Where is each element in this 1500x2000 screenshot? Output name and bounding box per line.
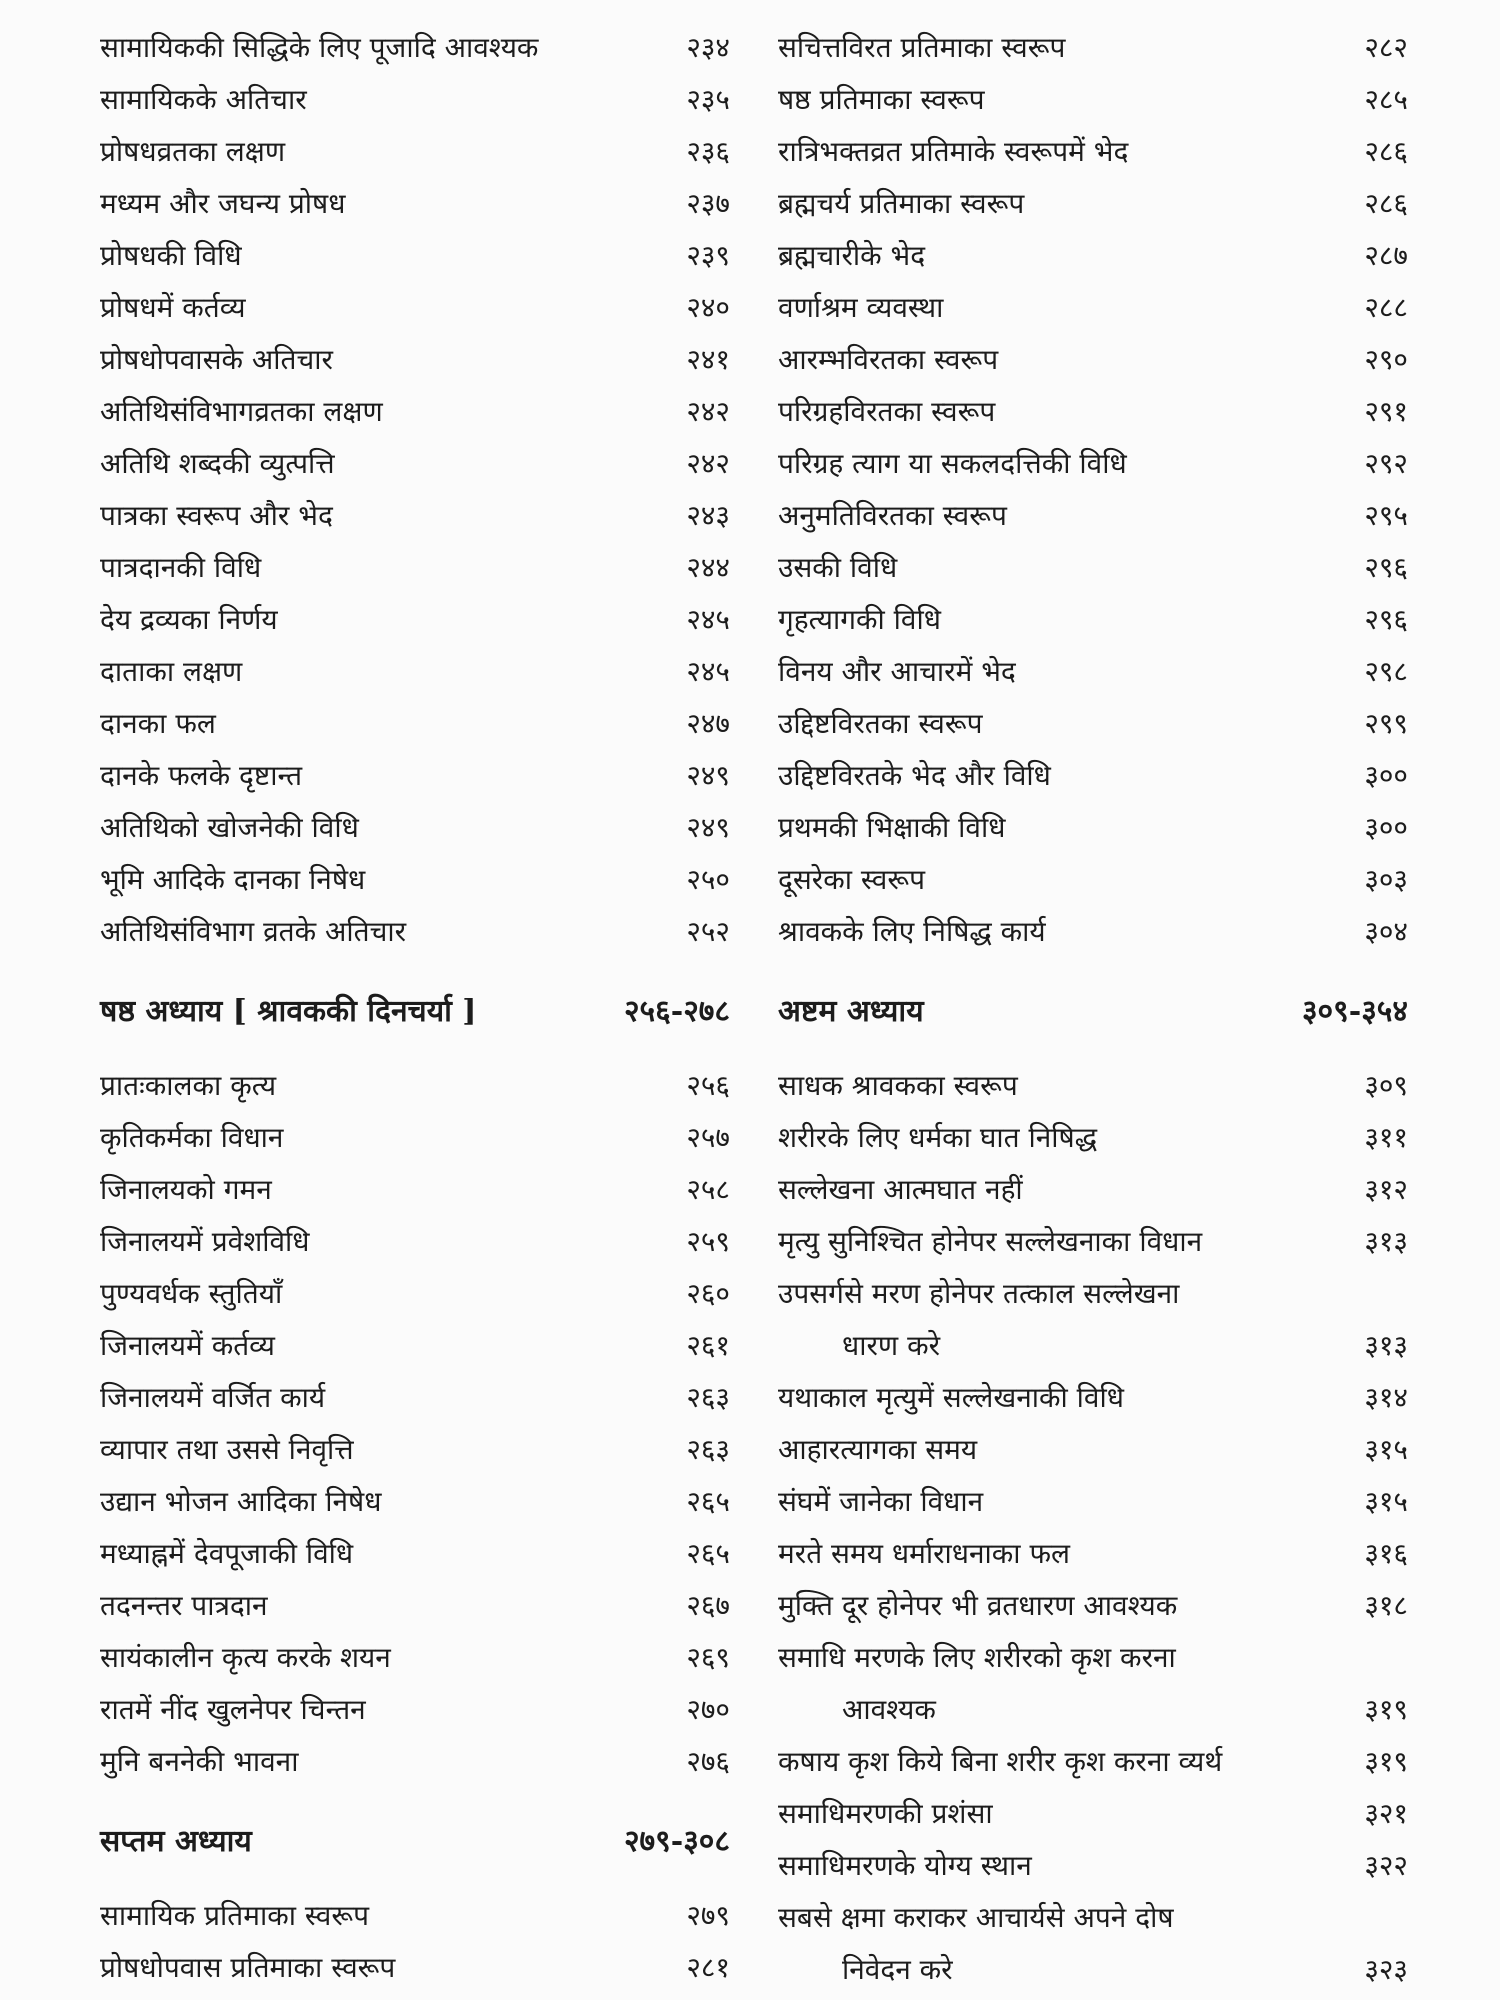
entry-page-number: २४१	[686, 343, 730, 376]
entry-page-number: २८१	[686, 1951, 730, 1984]
entry-title-text: श्रावकके लिए निषिद्ध कार्य	[778, 915, 1046, 948]
toc-entry	[100, 1372, 730, 1424]
toc-entry	[100, 1216, 730, 1268]
toc-entry	[100, 906, 730, 958]
entry-page-number: २३९	[686, 239, 730, 272]
entry-title	[778, 646, 1016, 698]
entry-title	[778, 1112, 1097, 1164]
entry-title	[778, 178, 1024, 230]
entry-title	[100, 646, 242, 698]
left-entries-2	[100, 1060, 730, 1788]
toc-entry	[100, 386, 730, 438]
entry-title-text: समाधिमरणके योग्य स्थान	[778, 1849, 1032, 1882]
entry-title-text: प्रथमकी भिक्षाकी विधि	[778, 811, 1006, 844]
entry-title-text: पात्रका स्वरूप और भेद	[100, 499, 333, 532]
toc-entry	[100, 1320, 730, 1372]
left-entries-3	[100, 1890, 730, 1994]
entry-title	[100, 906, 406, 958]
entry-title	[100, 1942, 395, 1994]
entry-title-text: पुण्यवर्धक स्तुतियाँ	[100, 1277, 283, 1310]
entry-title	[100, 1320, 275, 1372]
toc-entry	[778, 1736, 1408, 1788]
entry-title-text: अतिथिसंविभागव्रतका लक्षण	[100, 395, 383, 428]
entry-page-number: ३२३	[1364, 1953, 1408, 1986]
entry-page-number: २९५	[1364, 499, 1408, 532]
toc-entry	[100, 334, 730, 386]
chapter-8-heading	[778, 986, 1408, 1038]
entry-title	[778, 1060, 1018, 1112]
entry-page-number: २९१	[1364, 395, 1408, 428]
entry-title-text: प्रोषधव्रतका लक्षण	[100, 135, 286, 168]
entry-title-text: व्यापार तथा उससे निवृत्ति	[100, 1433, 354, 1466]
toc-entry	[100, 1060, 730, 1112]
entry-title	[100, 1476, 381, 1528]
entry-title	[778, 1788, 993, 1840]
entry-title-text: सामायिककी सिद्धिके लिए पूजादि आवश्यक	[100, 31, 539, 64]
entry-title-text: दानके फलके दृष्टान्त	[100, 759, 303, 792]
entry-page-number: २८७	[1364, 239, 1408, 272]
entry-page-number: ३१४	[1364, 1381, 1408, 1414]
entry-title	[778, 1164, 1023, 1216]
entry-title-text: जिनालयमें कर्तव्य	[100, 1329, 275, 1362]
entry-page-number: २५६	[686, 1069, 730, 1102]
toc-entry	[778, 1580, 1408, 1632]
entry-title-text: सायंकालीन कृत्य करके शयन	[100, 1641, 391, 1674]
entry-page-number: ३१२	[1364, 1173, 1408, 1206]
right-entries-1	[778, 22, 1408, 958]
entry-title-text: अनुमतिविरतका स्वरूप	[778, 499, 1007, 532]
entry-title-text: उद्यान भोजन आदिका निषेध	[100, 1485, 382, 1518]
toc-entry	[100, 1632, 730, 1684]
entry-title-text: प्रोषधोपवासके अतिचार	[100, 343, 333, 376]
entry-title	[778, 1840, 1032, 1892]
entry-title	[100, 386, 383, 438]
entry-page-number: ३०९	[1364, 1069, 1408, 1102]
entry-title-text: वर्णाश्रम व्यवस्था	[778, 291, 944, 324]
entry-page-number: २३७	[686, 187, 730, 220]
entry-title	[778, 334, 998, 386]
toc-entry	[100, 594, 730, 646]
entry-title-continuation: धारण करे	[842, 1329, 941, 1362]
toc-entry	[778, 1840, 1408, 1892]
toc-entry	[778, 1372, 1408, 1424]
entry-title	[778, 386, 995, 438]
toc-entry	[778, 178, 1408, 230]
entry-title-text: साधक श्रावकका स्वरूप	[778, 1069, 1018, 1102]
entry-title-text: मध्यम और जघन्य प्रोषध	[100, 187, 346, 220]
entry-page-number: २३६	[686, 135, 730, 168]
entry-page-number: २७६	[686, 1745, 730, 1778]
entry-title-text: मध्याह्नमें देवपूजाकी विधि	[100, 1537, 354, 1570]
entry-page-number: २४०	[686, 291, 730, 324]
entry-title-text: जिनालयमें वर्जित कार्य	[100, 1381, 326, 1414]
entry-page-number: ३१५	[1364, 1485, 1408, 1518]
entry-title-text: तदनन्तर पात्रदान	[100, 1589, 268, 1622]
entry-title-text: आरम्भविरतका स्वरूप	[778, 343, 999, 376]
entry-page-number: ३१३	[1364, 1225, 1408, 1258]
entry-title-text: सल्लेखना आत्मघात नहीं	[778, 1173, 1023, 1206]
entry-page-number: २६५	[686, 1537, 730, 1570]
entry-page-number: २५८	[686, 1173, 730, 1206]
entry-page-number: ३११	[1364, 1121, 1408, 1154]
toc-entry	[100, 750, 730, 802]
entry-title	[100, 22, 538, 74]
toc-entry	[778, 334, 1408, 386]
toc-entry	[100, 1268, 730, 1320]
toc-entry	[100, 438, 730, 490]
entry-title-text: मरते समय धर्माराधनाका फल	[778, 1537, 1071, 1570]
right-column	[778, 22, 1408, 1996]
entry-page-number: २६७	[686, 1589, 730, 1622]
entry-title	[778, 698, 983, 750]
toc-entry	[100, 1112, 730, 1164]
entry-title	[778, 74, 985, 126]
entry-title-text: देय द्रव्यका निर्णय	[100, 603, 278, 636]
toc-entry	[778, 1424, 1408, 1476]
entry-page-number: २४७	[686, 707, 730, 740]
entry-title	[100, 1268, 282, 1320]
entry-page-number: २९९	[1364, 707, 1408, 740]
toc-entry	[100, 126, 730, 178]
entry-title-text: प्रोषधमें कर्तव्य	[100, 291, 246, 324]
entry-title-text: उसकी विधि	[778, 551, 898, 584]
entry-title-text: परिग्रहविरतका स्वरूप	[778, 395, 996, 428]
entry-title-text: समाधिमरणकी प्रशंसा	[778, 1797, 993, 1830]
toc-entry	[778, 542, 1408, 594]
entry-title-text: दाताका लक्षण	[100, 655, 243, 688]
toc-entry	[778, 22, 1408, 74]
entry-title	[100, 1372, 325, 1424]
entry-page-number: ३१८	[1364, 1589, 1408, 1622]
entry-title	[778, 1632, 1318, 1736]
entry-title-text: सबसे क्षमा कराकर आचार्यसे अपने दोष	[778, 1901, 1174, 1934]
entry-page-number: २६३	[686, 1433, 730, 1466]
toc-entry	[778, 1788, 1408, 1840]
entry-page-number: २६३	[686, 1381, 730, 1414]
entry-title	[100, 490, 333, 542]
toc-entry	[778, 1216, 1408, 1268]
entry-title	[778, 438, 1127, 490]
toc-entry	[100, 646, 730, 698]
entry-title	[100, 542, 261, 594]
entry-page-number: २५२	[686, 915, 730, 948]
entry-title-text: जिनालयमें प्रवेशविधि	[100, 1225, 310, 1258]
toc-entry	[778, 1112, 1408, 1164]
toc-entry	[100, 1736, 730, 1788]
entry-page-number: ३१९	[1364, 1693, 1408, 1726]
left-column	[100, 22, 730, 1994]
entry-title	[100, 1060, 276, 1112]
entry-title	[778, 1424, 977, 1476]
entry-title	[778, 1580, 1177, 1632]
entry-title	[100, 594, 278, 646]
entry-title	[100, 1580, 268, 1632]
entry-page-number: २४३	[686, 499, 730, 532]
entry-page-number: २९०	[1364, 343, 1408, 376]
toc-entry	[100, 1580, 730, 1632]
entry-title	[100, 1736, 298, 1788]
left-entries-1	[100, 22, 730, 958]
entry-title	[778, 230, 925, 282]
entry-page-number: २४४	[686, 551, 730, 584]
toc-entry	[778, 1476, 1408, 1528]
entry-title	[778, 1892, 1318, 1996]
entry-title	[778, 854, 925, 906]
entry-title	[100, 126, 285, 178]
toc-entry	[778, 1060, 1408, 1112]
entry-title-text: अतिथि शब्दकी व्युत्पत्ति	[100, 447, 335, 480]
entry-page-number: २९२	[1364, 447, 1408, 480]
entry-title-text: प्रोषधोपवास प्रतिमाका स्वरूप	[100, 1951, 396, 1984]
chapter-page-range: २५६-२७८	[623, 994, 730, 1029]
toc-entry	[778, 1632, 1408, 1736]
entry-title-text: आहारत्यागका समय	[778, 1433, 978, 1466]
toc-entry	[778, 1164, 1408, 1216]
toc-entry	[778, 698, 1408, 750]
entry-title	[100, 334, 333, 386]
entry-title-text: सामायिक प्रतिमाका स्वरूप	[100, 1899, 369, 1932]
entry-title	[100, 1164, 272, 1216]
entry-title-text: दानका फल	[100, 707, 216, 740]
entry-title	[100, 178, 345, 230]
toc-entry	[778, 906, 1408, 958]
entry-title-text: उपसर्गसे मरण होनेपर तत्काल सल्लेखना	[778, 1277, 1180, 1310]
entry-title-text: जिनालयको गमन	[100, 1173, 272, 1206]
entry-page-number: २८६	[1364, 187, 1408, 220]
entry-page-number: २५०	[686, 863, 730, 896]
toc-entry	[100, 1476, 730, 1528]
toc-entry	[100, 230, 730, 282]
entry-title-text: प्रातःकालका कृत्य	[100, 1069, 277, 1102]
entry-page-number: २८६	[1364, 135, 1408, 168]
entry-page-number: २९६	[1364, 551, 1408, 584]
entry-title	[778, 22, 1065, 74]
entry-page-number: २४९	[686, 811, 730, 844]
entry-page-number: २४५	[686, 603, 730, 636]
entry-title	[778, 802, 1005, 854]
entry-page-number: ३००	[1364, 811, 1408, 844]
chapter-page-range: ३०९-३५४	[1301, 994, 1408, 1029]
entry-page-number: ३०४	[1364, 915, 1408, 948]
entry-page-number: ३१९	[1364, 1745, 1408, 1778]
entry-title-continuation: निवेदन करे	[842, 1953, 953, 1986]
entry-title	[100, 438, 335, 490]
entry-title-text: भूमि आदिके दानका निषेध	[100, 863, 366, 896]
entry-title	[778, 1528, 1070, 1580]
toc-entry	[100, 1528, 730, 1580]
entry-page-number: ३०३	[1364, 863, 1408, 896]
entry-title	[100, 74, 307, 126]
toc-entry	[778, 750, 1408, 802]
entry-title-text: सामायिकके अतिचार	[100, 83, 307, 116]
entry-page-number: ३१५	[1364, 1433, 1408, 1466]
entry-title-text: उद्दिष्टविरतका स्वरूप	[778, 707, 983, 740]
entry-title-text: सचित्तविरत प्रतिमाका स्वरूप	[778, 31, 1066, 64]
entry-title	[100, 802, 359, 854]
entry-page-number: ३२२	[1364, 1849, 1408, 1882]
entry-page-number: २६१	[686, 1329, 730, 1362]
entry-page-number: २८२	[1364, 31, 1408, 64]
entry-title	[100, 698, 216, 750]
entry-page-number: २९८	[1364, 655, 1408, 688]
entry-page-number: २८८	[1364, 291, 1408, 324]
toc-entry	[778, 230, 1408, 282]
toc-entry	[100, 282, 730, 334]
entry-title-text: षष्ठ प्रतिमाका स्वरूप	[778, 83, 985, 116]
toc-entry	[100, 490, 730, 542]
entry-title-text: मृत्यु सुनिश्चित होनेपर सल्लेखनाका विधान	[778, 1225, 1203, 1258]
entry-title	[778, 1372, 1124, 1424]
entry-title	[100, 1216, 310, 1268]
entry-page-number: २३५	[686, 83, 730, 116]
entry-title	[100, 1684, 366, 1736]
chapter-page-range: २७९-३०८	[623, 1824, 730, 1859]
entry-page-number: २४२	[686, 447, 730, 480]
entry-title-continuation: आवश्यक	[842, 1693, 936, 1726]
toc-entry	[778, 594, 1408, 646]
entry-title-text: ब्रह्मचारीके भेद	[778, 239, 926, 272]
entry-page-number: २५७	[686, 1121, 730, 1154]
entry-page-number: ३१३	[1364, 1329, 1408, 1362]
entry-page-number: २६०	[686, 1277, 730, 1310]
entry-page-number: २७०	[686, 1693, 730, 1726]
entry-title	[778, 594, 941, 646]
entry-page-number: २४९	[686, 759, 730, 792]
chapter-7-heading	[100, 1816, 730, 1868]
entry-title-text: पात्रदानकी विधि	[100, 551, 262, 584]
entry-title	[778, 126, 1128, 178]
entry-page-number: २९६	[1364, 603, 1408, 636]
entry-title-text: कृतिकर्मका विधान	[100, 1121, 284, 1154]
chapter-title: षष्ठ अध्याय [ श्रावककी दिनचर्या ]	[100, 994, 477, 1029]
entry-page-number: २७९	[686, 1899, 730, 1932]
entry-title-text: रात्रिभक्तव्रत प्रतिमाके स्वरूपमें भेद	[778, 135, 1129, 168]
entry-title-text: उद्दिष्टविरतके भेद और विधि	[778, 759, 1051, 792]
entry-title	[778, 1476, 983, 1528]
toc-entry	[100, 698, 730, 750]
entry-page-number: २४५	[686, 655, 730, 688]
entry-title-text: विनय और आचारमें भेद	[778, 655, 1016, 688]
entry-title	[778, 906, 1046, 958]
toc-entry	[100, 542, 730, 594]
entry-title	[778, 490, 1007, 542]
chapter-title: सप्तम अध्याय	[100, 1824, 252, 1859]
toc-entry	[778, 438, 1408, 490]
entry-page-number: ३१६	[1364, 1537, 1408, 1570]
entry-title-text: प्रोषधकी विधि	[100, 239, 242, 272]
entry-title	[778, 1216, 1202, 1268]
toc-entry	[778, 126, 1408, 178]
right-entries-2	[778, 1060, 1408, 1996]
toc-entry	[778, 282, 1408, 334]
entry-title	[100, 282, 246, 334]
entry-title-text: दूसरेका स्वरूप	[778, 863, 926, 896]
entry-title	[100, 230, 242, 282]
entry-title-text: गृहत्यागकी विधि	[778, 603, 941, 636]
entry-title-text: अतिथिसंविभाग व्रतके अतिचार	[100, 915, 407, 948]
entry-title-text: परिग्रह त्याग या सकलदत्तिकी विधि	[778, 447, 1127, 480]
entry-title-text: मुक्ति दूर होनेपर भी व्रतधारण आवश्यक	[778, 1589, 1178, 1622]
toc-entry	[100, 1164, 730, 1216]
entry-page-number: २६९	[686, 1641, 730, 1674]
entry-title	[778, 750, 1051, 802]
entry-title-text: मुनि बननेकी भावना	[100, 1745, 299, 1778]
toc-entry	[778, 802, 1408, 854]
toc-entry	[778, 74, 1408, 126]
entry-title-text: यथाकाल मृत्युमें सल्लेखनाकी विधि	[778, 1381, 1124, 1414]
entry-page-number: २८५	[1364, 83, 1408, 116]
entry-title	[100, 750, 302, 802]
entry-title-text: कषाय कृश किये बिना शरीर कृश करना व्यर्थ	[778, 1745, 1223, 1778]
toc-entry	[778, 1268, 1408, 1372]
entry-title	[778, 542, 897, 594]
chapter-title: अष्टम अध्याय	[778, 994, 924, 1029]
toc-entry	[778, 1892, 1408, 1996]
toc-entry	[100, 1424, 730, 1476]
toc-entry	[100, 1890, 730, 1942]
toc-entry	[100, 1942, 730, 1994]
entry-page-number: २३४	[686, 31, 730, 64]
entry-title-text: रातमें नींद खुलनेपर चिन्तन	[100, 1693, 366, 1726]
entry-title-text: संघमें जानेका विधान	[778, 1485, 984, 1518]
entry-title-text: शरीरके लिए धर्मका घात निषिद्ध	[778, 1121, 1098, 1154]
toc-entry	[100, 178, 730, 230]
toc-entry	[100, 74, 730, 126]
entry-page-number: २५९	[686, 1225, 730, 1258]
toc-entry	[100, 22, 730, 74]
toc-entry	[778, 854, 1408, 906]
toc-entry	[778, 490, 1408, 542]
entry-title	[100, 854, 365, 906]
entry-title-text: अतिथिको खोजनेकी विधि	[100, 811, 359, 844]
entry-title	[778, 282, 943, 334]
toc-entry	[100, 1684, 730, 1736]
entry-title	[778, 1268, 1318, 1372]
entry-page-number: २४२	[686, 395, 730, 428]
entry-page-number: २६५	[686, 1485, 730, 1518]
entry-title	[100, 1632, 391, 1684]
entry-title	[100, 1528, 353, 1580]
entry-page-number: ३२१	[1364, 1797, 1408, 1830]
toc-entry	[778, 386, 1408, 438]
entry-title-text: समाधि मरणके लिए शरीरको कृश करना	[778, 1641, 1176, 1674]
entry-title	[778, 1736, 1222, 1788]
toc-entry	[778, 646, 1408, 698]
entry-page-number: ३००	[1364, 759, 1408, 792]
entry-title	[100, 1424, 354, 1476]
entry-title	[100, 1112, 283, 1164]
entry-title	[100, 1890, 369, 1942]
chapter-6-heading	[100, 986, 730, 1038]
toc-entry	[100, 854, 730, 906]
entry-title-text: ब्रह्मचर्य प्रतिमाका स्वरूप	[778, 187, 1025, 220]
toc-entry	[100, 802, 730, 854]
toc-entry	[778, 1528, 1408, 1580]
